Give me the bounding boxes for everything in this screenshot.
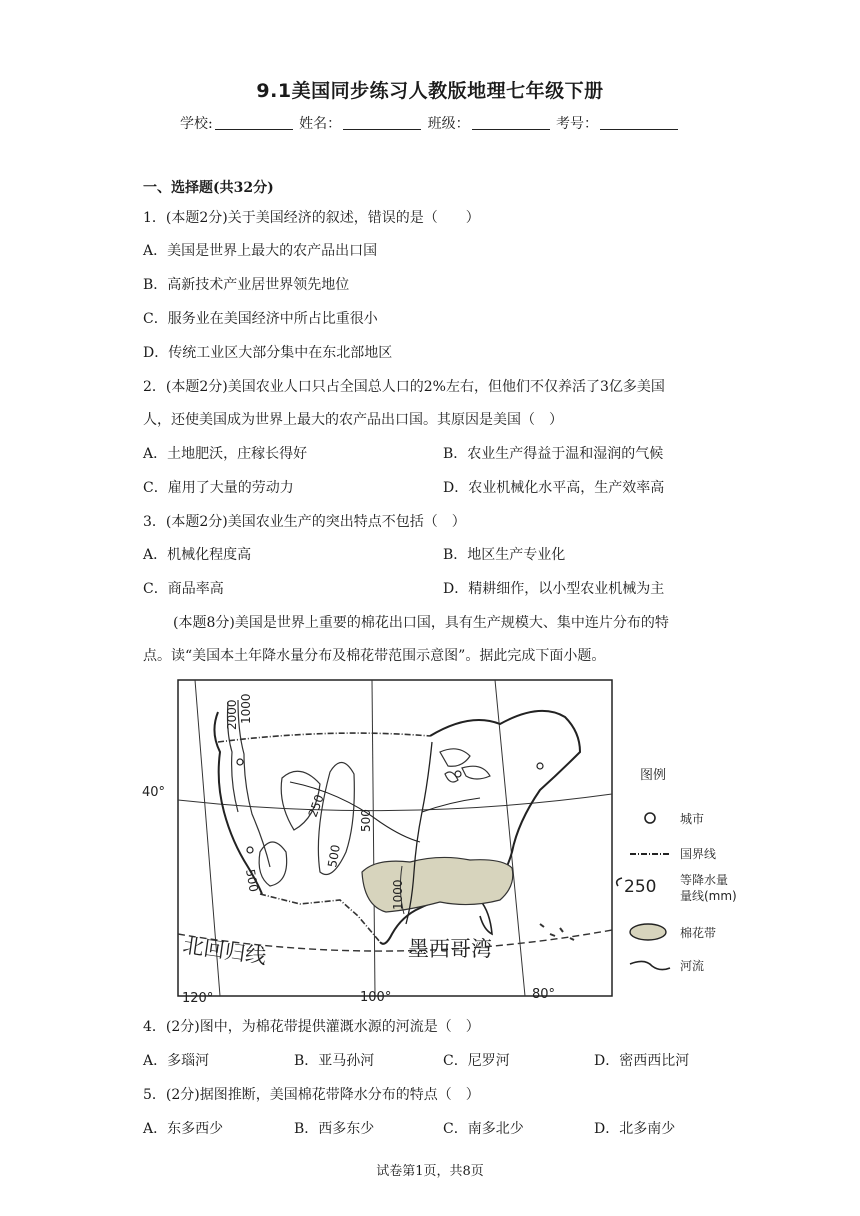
q3-option-b: B．地区生产专业化	[443, 547, 566, 563]
city-marker	[237, 759, 243, 765]
q5-option-d: D．北多南少	[594, 1121, 676, 1137]
intro-line1: (本题8分)美国是世界上重要的棉花出口国，具有生产规模大、集中连片分布的特	[173, 615, 669, 631]
tropic-label: 北回归线	[181, 933, 268, 969]
q1-option-d: D．传统工业区大部分集中在东北部地区	[143, 345, 393, 361]
legend-city-label: 城市	[680, 812, 705, 826]
q1-option-b: B．高新技术产业居世界领先地位	[143, 277, 350, 293]
page-title: 9.1美国同步练习人教版地理七年级下册	[256, 80, 604, 102]
section-heading: 一、选择题(共32分)	[143, 180, 274, 196]
school-label: 学校:	[179, 116, 213, 132]
city-marker	[455, 771, 461, 777]
q4-option-b: B．亚马孙河	[294, 1053, 375, 1069]
legend-isohyet-value: 250	[624, 877, 657, 897]
q5-option-a: A．东多西少	[143, 1121, 224, 1137]
q2-stem-line2: 人，还使美国成为世界上最大的农产品出口国。其原因是美国（ ）	[143, 412, 563, 428]
intro-line2: 点。读“美国本土年降水量分布及棉花带范围示意图”。据此完成下面小题。	[143, 648, 606, 664]
q5-option-b: B．西多东少	[294, 1121, 375, 1137]
legend-cotton-icon	[630, 924, 666, 940]
name-blank	[343, 115, 421, 130]
iso500-label-b: 500	[325, 843, 343, 869]
iso250-label: 250	[305, 792, 327, 820]
q3-stem: 3．(本题2分)美国农业生产的突出特点不包括（ ）	[143, 514, 466, 530]
lon80-label: 80°	[532, 987, 556, 1002]
legend-title: 图例	[640, 768, 667, 783]
class-label: 班级：	[427, 116, 470, 132]
q4-stem: 4．(2分)图中，为棉花带提供灌溉水源的河流是（ ）	[143, 1019, 480, 1035]
gulf-label: 墨西哥湾	[408, 937, 492, 961]
q5-option-c: C．南多北少	[443, 1121, 524, 1137]
q2-stem-line1: 2．(本题2分)美国农业人口只占全国总人口的2%左右，但他们不仅养活了3亿多美国	[143, 379, 665, 395]
legend-isohyet-label-1: 等降水量	[680, 873, 729, 887]
q2-option-d: D．农业机械化水平高，生产效率高	[443, 480, 665, 496]
q1-option-a: A．美国是世界上最大的农产品出口国	[143, 243, 378, 259]
q5-stem: 5．(2分)据图推断，美国棉花带降水分布的特点（ ）	[143, 1087, 480, 1103]
number-label: 考号：	[556, 116, 599, 132]
city-marker	[537, 763, 543, 769]
q4-option-a: A．多瑙河	[143, 1053, 210, 1069]
student-info	[0, 113, 860, 133]
legend-cotton-label: 棉花带	[680, 926, 717, 940]
q3-option-d: D．精耕细作，以小型农业机械为主	[443, 581, 665, 597]
q4-option-c: C．尼罗河	[443, 1053, 510, 1069]
q3-option-a: A．机械化程度高	[143, 547, 252, 563]
legend-border-label: 国界线	[680, 847, 717, 861]
iso500-label-c: 500	[243, 868, 261, 894]
q1-stem: 1．(本题2分)关于美国经济的叙述，错误的是（ ）	[143, 210, 480, 226]
q1-option-c: C．服务业在美国经济中所占比重很小	[143, 311, 378, 327]
number-blank	[600, 115, 678, 130]
iso500-label-a: 500	[359, 809, 373, 832]
legend-city-icon	[645, 813, 655, 823]
q2-option-c: C．雇用了大量的劳动力	[143, 480, 294, 496]
iso2000-label: 2000	[225, 699, 239, 730]
lon120-label: 120°	[182, 991, 214, 1006]
name-label: 姓名：	[299, 116, 342, 132]
q4-option-d: D．密西西比河	[594, 1053, 690, 1069]
iso1000-cotton-label: 1000	[391, 879, 405, 910]
school-blank	[215, 115, 293, 130]
legend-river-label: 河流	[680, 959, 705, 973]
q2-option-b: B．农业生产得益于温和湿润的气候	[443, 446, 664, 462]
class-blank	[472, 115, 550, 130]
legend-isohyet-label-2: 量线(mm)	[680, 889, 737, 903]
lon100-label: 100°	[360, 990, 392, 1005]
iso1000-label: 1000	[239, 693, 253, 724]
lat40-label: 40°	[142, 785, 166, 800]
us-precipitation-map	[140, 672, 740, 1007]
page-footer: 试卷第1页，共8页	[376, 1164, 484, 1179]
q2-option-a: A．土地肥沃，庄稼长得好	[143, 446, 308, 462]
q3-option-c: C．商品率高	[143, 581, 224, 597]
city-marker	[247, 847, 253, 853]
